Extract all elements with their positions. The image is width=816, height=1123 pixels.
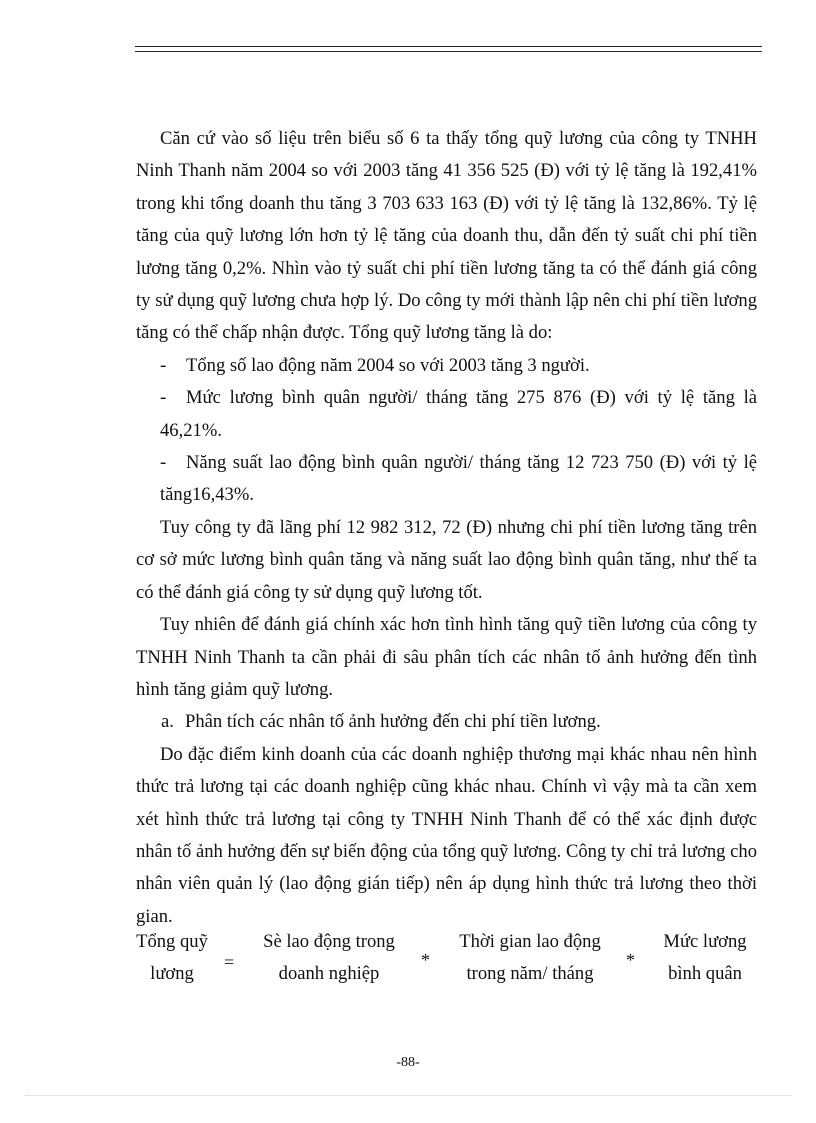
formula-term-line: lương [150,963,194,984]
subsection-heading [136,706,757,738]
bullet-text: Tổng số lao động năm 2004 so với 2003 tăng 3 người. [186,354,590,376]
formula-term-line: Mức lương [663,931,747,952]
subsection-marker: a. [161,711,174,733]
formula-equals-sign: = [224,952,235,972]
formula-term-line: trong năm/ tháng [466,963,594,984]
formula-term-average-wage [650,926,760,990]
formula-multiply-sign: * [421,950,430,970]
footer-dotted-rule [25,1095,791,1096]
document-body [136,123,757,933]
bullet-item-average-wage [136,382,757,447]
salary-fund-formula [0,926,816,996]
formula-term-line: Tổng quỹ [136,931,208,952]
bullet-text: Năng suất lao động bình quân người/ tháng tăng 12 723 750 (Đ) với tỷ lệ tăng16,43%. [160,452,757,506]
paragraph-payment-form: Do đặc điểm kinh doanh của các doanh nghiệp thương mại khác nhau nên hình thức trả lương tại các doanh nghiệp cũng khác nhau. Chính vì vậy mà ta cần xem xét hình thức trả lương tại công ty TNHH Ninh Thanh để có thể xác định được nhân tố ảnh hưởng đến sự biến động của tổng quỹ lương. Công ty chỉ trả lương cho nhân viên quản lý (lao động gián tiếp) nên áp dụng hình thức trả lương theo thời gian. [136,743,757,927]
paragraph-wage-waste: Tuy công ty đã lãng phí 12 982 312, 72 (Đ) nhưng chi phí tiền lương tăng trên cơ sở mức lương bình quân tăng và năng suất lao động bình quân tăng, như thế ta có thể đánh giá công ty sử dụng quỹ lương tốt. [136,516,757,603]
bullet-item-labor-productivity [136,447,757,512]
bullet-text: Mức lương bình quân người/ tháng tăng 275 876 (Đ) với tỷ lệ tăng là 46,21%. [160,387,757,441]
formula-term-line: Sè lao động trong [263,931,395,952]
bullet-item-labor-count [136,350,757,382]
formula-term-total-fund [128,926,216,990]
subsection-title: Phân tích các nhân tố ảnh hưởng đến chi phí tiền lương. [185,711,601,733]
bullet-dash: - [160,354,167,376]
bullet-dash: - [160,387,167,409]
paragraph-salary-fund-analysis: Căn cứ vào số liệu trên biểu số 6 ta thấy tổng quỹ lương của công ty TNHH Ninh Thanh năm 2004 so với 2003 tăng 41 356 525 (Đ) với tỷ lệ tăng là 192,41% trong khi tổng doanh thu tăng 3 703 633 163 (Đ) với tỷ lệ tăng là 132,86%. Tỷ lệ tăng của quỹ lương lớn hơn tỷ lệ tăng của doanh thu, dẫn đến tỷ suất chi phí tiền lương tăng 0,2%. Nhìn vào tỷ suất chi phí tiền lương tăng ta có thể đánh giá công ty sử dụng quỹ lương chưa hợp lý. Do công ty mới thành lập nên chi phí tiền lương tăng có thể chấp nhận được. Tổng quỹ lương tăng là do: [136,128,757,344]
formula-term-line: doanh nghiệp [278,963,380,984]
formula-term-working-time [440,926,620,990]
formula-term-line: Thời gian lao động [459,931,601,952]
page-number: -88- [396,1055,420,1070]
formula-term-employee-count [244,926,414,990]
formula-term-line: bình quân [668,963,742,984]
formula-multiply-sign: * [626,950,635,970]
bullet-dash: - [160,452,167,474]
paragraph-further-analysis: Tuy nhiên để đánh giá chính xác hơn tình hình tăng quỹ tiền lương của công ty TNHH Ninh Thanh ta cần phải đi sâu phân tích các nhân tố ảnh hưởng đến tình hình tăng giảm quỹ lương. [136,614,757,700]
header-double-rule [135,46,762,52]
